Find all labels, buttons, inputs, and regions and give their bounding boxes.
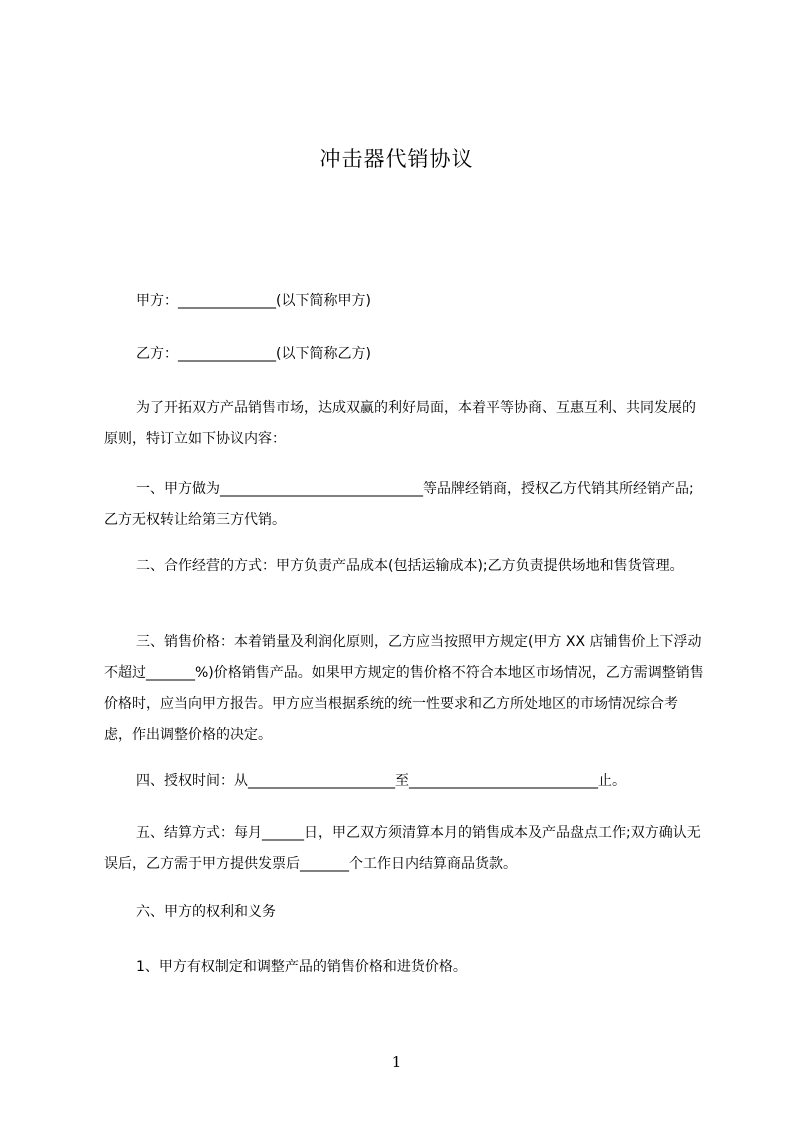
clause-3: 三、销售价格：本着销量及利润化原则，乙方应当按照甲方规定(甲方 XX 店铺售价上下浮动不超过_______%)价格销售产品。如果甲方规定的售价格不符合本地区市场情况，乙方需调整销售价格时，应当向甲方报告。甲方应当根据系统的统一性要求和乙方所处地区的市场情况综合考虑，作出调整价格的决定。 [104, 634, 704, 743]
clause-6-item-1: 1、甲方有权制定和调整产品的销售价格和进货价格。 [136, 959, 467, 975]
clause-6-heading: 六、甲方的权利和义务 [136, 904, 276, 920]
page-number: 1 [391, 1053, 402, 1071]
clause-4: 四、授权时间：从_____________________至___________________________止。 [136, 773, 626, 789]
clause-2: 二、合作经营的方式：甲方负责产品成本(包括运输成本);乙方负责提供场地和售货管理。 [136, 558, 684, 574]
clause-5: 五、结算方式：每月______日，甲乙双方须清算本月的销售成本及产品盘点工作;双方确认无误后，乙方需于甲方提供发票后_______个工作日内结算商品货款。 [104, 825, 701, 872]
clause-1: 一、甲方做为_____________________________等品牌经销商，授权乙方代销其所经销产品;乙方无权转让给第三方代销。 [104, 481, 694, 528]
intro-paragraph: 为了开拓双方产品销售市场，达成双赢的利好局面，本着平等协商、互惠互利、共同发展的原则，特订立如下协议内容： [104, 400, 696, 447]
document-title: 冲击器代销协议 [319, 147, 474, 171]
party-a-line: 甲方：______________(以下简称甲方) [136, 293, 371, 309]
party-b-line: 乙方：______________(以下简称乙方) [136, 346, 371, 362]
